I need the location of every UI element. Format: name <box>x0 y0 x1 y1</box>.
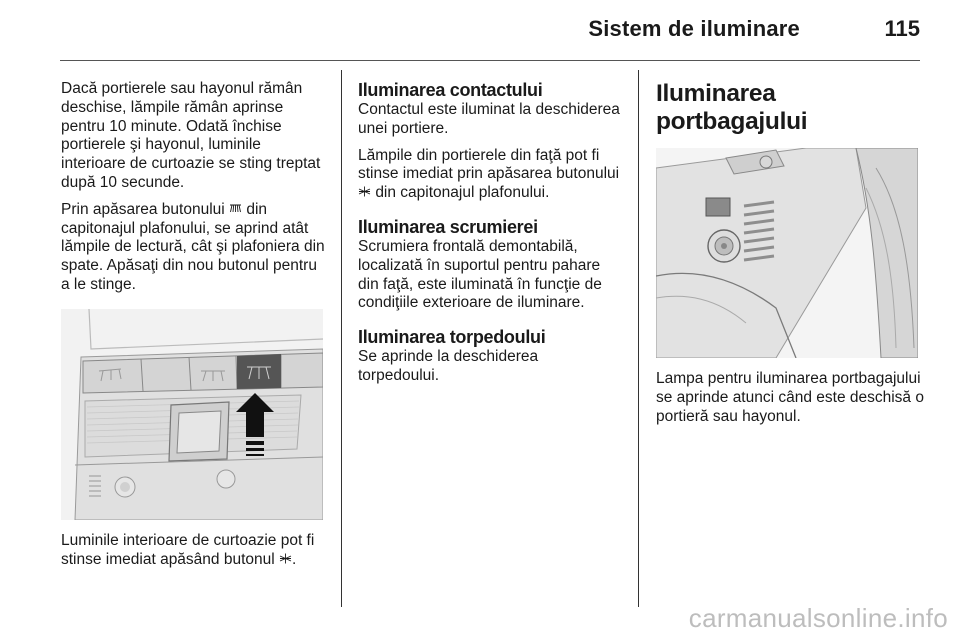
column-right <box>656 80 926 434</box>
paragraph <box>61 201 327 295</box>
roof-console-photo <box>61 309 323 520</box>
header-rule <box>60 60 920 61</box>
watermark: carmanualsonline.info <box>688 603 948 633</box>
paragraph: Se aprinde la deschiderea torpedoului. <box>358 348 539 384</box>
section-glovebox-lighting <box>358 327 620 386</box>
column-left <box>61 80 327 577</box>
paragraph <box>358 147 620 203</box>
trunk-lamp-photo <box>656 148 918 358</box>
paragraph-text: Prin apăsarea butonului <box>61 200 225 218</box>
lamp-off-icon <box>358 186 371 197</box>
caption-text: Luminile interioare de curtoazie pot fi stinse imediat apăsând butonul <box>61 531 315 568</box>
paragraph: Lampa pentru iluminarea portbagajului se aprinde atunci când este deschisă o portieră sau hayonul. <box>656 370 924 425</box>
paragraph-text: din capitonajul plafonului. <box>375 184 550 202</box>
paragraph-text: Lămpile din portierele din faţă pot fi stinse imediat prin apăsarea butonului <box>358 146 620 183</box>
paragraph: Dacă portierele sau hayonul rămân deschise, lămpile rămân aprinse pentru 10 minute. Odată închise portierele şi hayonul, luminile interioare de curtoazie se sting treptat după 10 secunde. <box>61 80 321 191</box>
paragraph-text: din capitonajul plafonului, se aprind atât lămpile de lectură, cât şi plafoniera din spate. Apăsaţi din nou butonul pentru a le stinge. <box>61 200 325 293</box>
column-divider <box>341 70 342 607</box>
section-heading: Iluminarea torpedoului <box>358 327 546 348</box>
caption-text: . <box>292 550 297 568</box>
paragraph: Contactul este iluminat la deschiderea unei portiere. <box>358 101 620 137</box>
paragraph: Scrumiera frontală demontabilă, localizată în suportul pentru pahare din faţă, este iluminată în funcţie de condiţiile exterioare de iluminare. <box>358 237 602 312</box>
lamp-off-icon <box>279 553 292 564</box>
section-heading: Iluminarea portbagajului <box>656 80 808 135</box>
section-heading: Iluminarea contactului <box>358 80 543 100</box>
section-heading: Iluminarea scrumierei <box>358 216 538 237</box>
column-divider <box>638 70 639 607</box>
lamp-dimmed-icon <box>229 203 242 214</box>
figure-caption <box>61 532 327 570</box>
column-middle <box>358 80 620 400</box>
section-ashtray-lighting <box>358 217 620 313</box>
page-number: 115 <box>884 16 920 41</box>
section-ignition-lighting <box>358 80 620 203</box>
section-title: Sistem de iluminare <box>588 16 800 41</box>
